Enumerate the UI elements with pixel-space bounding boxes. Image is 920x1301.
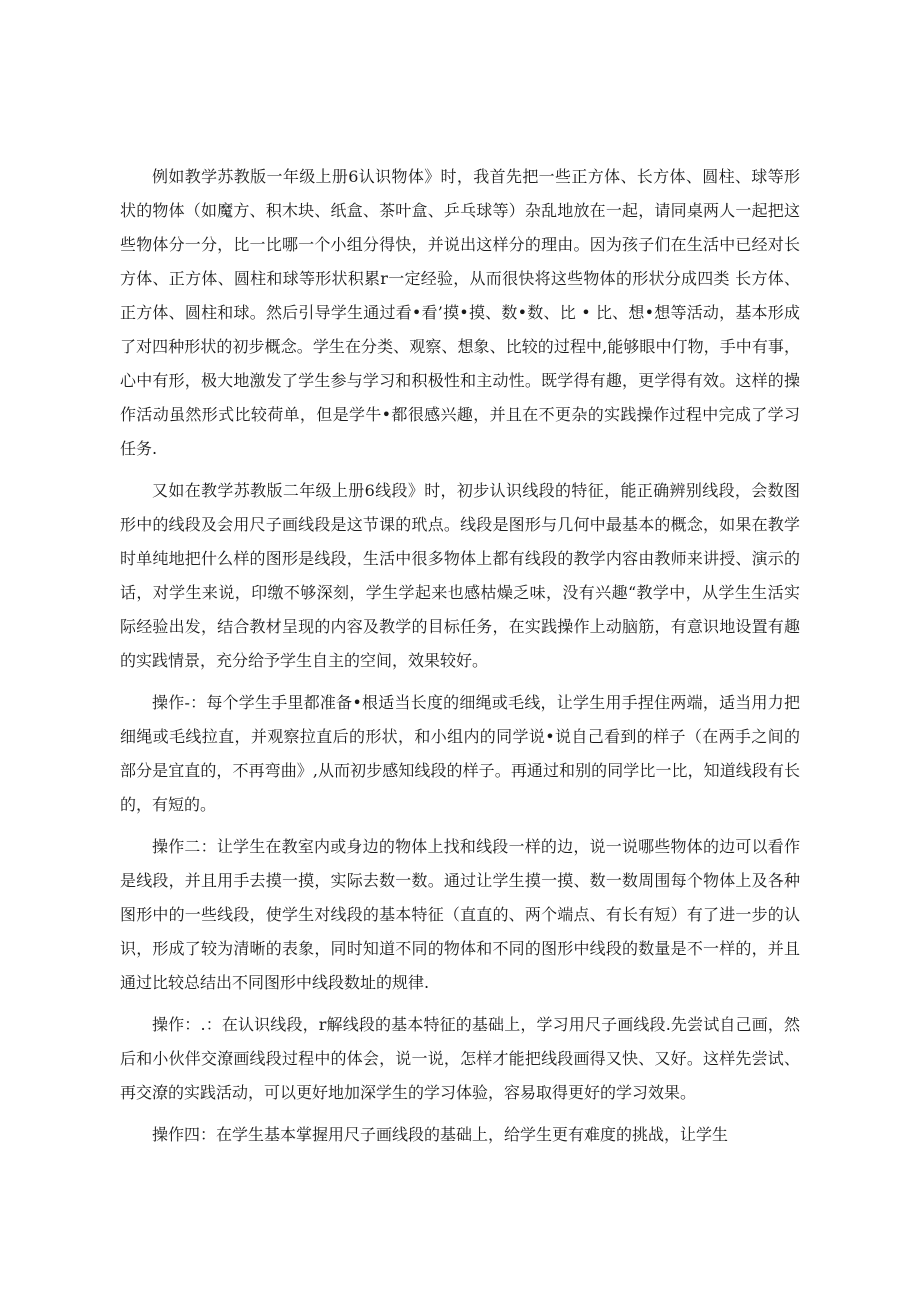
paragraph-operation-four: 操作四：在学生基本掌握用尺子画线段的基础上，给学生更有难度的挑战，让学生	[152, 1125, 729, 1144]
paragraph-recognize-objects: 例如教学苏教版一年级上册6认识物体》时，我首先把一些正方体、长方体、圆柱、球等形状的物体（如魔方、积木块、纸盒、茶叶盒、乒乓球等）杂乱地放在一起，请同桌两人一起把这些物体分一分，比一比哪一个小组分得快，并说出这样分的理由。因为孩子们在生活中已经对长方体、正方体、圆柱和球等形状积累r一定经验，从而很快将这些物体的形状分成四类 长方体、正方体、圆柱和球。然后引导学生通过看•看’摸•摸、数•数、比 • 比、想•想等活动，基本形成了对四种形状的初步概念。学生在分类、观察、想象、比较的过程中,能够眼中仃物，手中有事，心中有形，极大地激发了学生参与学习和积极性和主动性。既学得有趣，更学得有效。这样的操作活动虽然形式比较荷单，但是学牛•都很感兴趣，并且在不更杂的实践操作过程中完成了学习任务.	[120, 167, 800, 458]
paragraph-operation-one: 操作-：每个学生手里都准备•根适当长度的细绳或毛线，让学生用手捏住两端，适当用力把细绳或毛线拉直，并观察拉直后的形状，和小组内的同学说•说自己看到的样子（在两手之间的部分是宜直的，不再弯曲》,从而初步感知线段的样子。再通过和别的同学比一比，知道线段有长的，有短的。	[120, 693, 800, 814]
document-body	[120, 160, 800, 1160]
paragraph-operation-three: 操作：.：在认识线段，r解线段的基本特征的基础上，学习用尺子画线段.先尝试自己画，然后和小伙伴交潦画线段过程中的体会，说一说，怎样才能把线段画得又快、又好。这样先尝试、再交潦的实践活动，可以更好地加深学生的学习体验，容易取得更好的学习效果。	[120, 1015, 800, 1102]
paragraph-line-segments: 又如在教学苏教版二年级上册6线段》时，初步认识线段的特征，能正确辨别线段，会数图形中的线段及会用尺子画线段是这节课的玳点。线段是图形与几何中最基本的概念，如果在教学时单纯地把什么样的图形是线段，生活中很多物体上都有线段的教学内容由教师来讲授、演示的话，对学生来说，印缴不够深刻，学生学起来也感枯燥乏味，没有兴趣“教学中，从学生生活实际经验出发，结合教材呈现的内容及教学的目标任务，在实践操作上动脑筋，有意识地设置有趣的实践情景，充分给予学生自主的空间，效果较好。	[120, 481, 800, 670]
paragraph-operation-two: 操作二：让学生在教室内或身边的物体上找和线段一样的边，说一说哪些物体的边可以看作是线段，并且用手去摸一摸，实际去数一数。通过让学生摸一摸、数一数周围每个物体上及各种图形中的一些线段，使学生对线段的基本特征（直直的、两个端点、有长有短）有了进一步的认识，形成了较为清晰的表象，同时知道不同的物体和不同的图形中线段的数量是不一样的，并且通过比较总结出不同图形中线段数址的规律.	[120, 837, 800, 992]
